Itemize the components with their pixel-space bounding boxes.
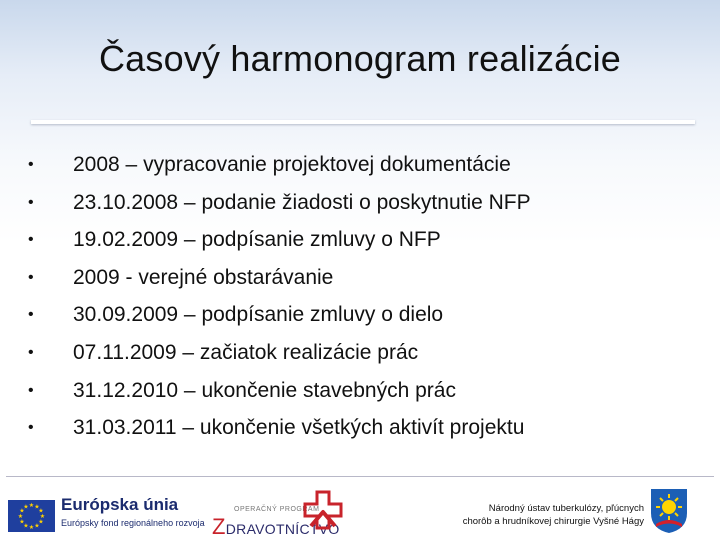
slide-title: Časový harmonogram realizácie	[98, 38, 622, 79]
op-logo-caption: OPERAČNÝ PROGRAM	[234, 506, 320, 513]
eu-logo-title: Európska únia	[61, 495, 179, 514]
milestone-item	[28, 184, 531, 222]
svg-text:★: ★	[17, 513, 24, 520]
bullet-icon: •	[28, 381, 34, 399]
svg-text:★: ★	[23, 503, 29, 511]
eu-logo-subtitle: Európsky fond regionálneho rozvoja	[61, 518, 205, 528]
milestone-text: 2008 – vypracovanie projektovej dokumentácie	[73, 153, 511, 176]
milestone-item	[28, 221, 531, 259]
svg-text:★: ★	[28, 502, 35, 509]
milestone-text: 31.03.2011 – ukončenie všetkých aktivít projektu	[73, 416, 525, 440]
svg-text:★: ★	[34, 503, 40, 511]
svg-text:★: ★	[34, 522, 40, 530]
institution-name	[420, 503, 644, 528]
svg-text:★: ★	[23, 522, 29, 530]
milestone-item	[28, 334, 531, 372]
bullet-icon: •	[28, 419, 34, 437]
svg-text:★: ★	[28, 524, 35, 531]
milestone-text: 31.12.2010 – ukončenie stavebných prác	[73, 378, 456, 402]
milestone-text: 19.02.2009 – podpísanie zmluvy o NFP	[73, 228, 441, 252]
institution-line: chorôb a hrudníkovej chirurgie Vyšné Hágy	[462, 515, 644, 527]
bullet-icon: •	[28, 193, 34, 211]
bullet-icon: •	[28, 268, 34, 286]
footer-divider	[6, 476, 714, 477]
title-divider	[31, 120, 695, 124]
eu-flag-icon	[8, 500, 55, 532]
milestone-item	[28, 372, 531, 410]
bullet-icon: •	[28, 343, 34, 361]
milestone-text: 2009 - verejné obstarávanie	[73, 265, 334, 289]
institution-crest-icon	[648, 486, 690, 539]
milestone-item	[28, 259, 531, 297]
svg-text:★: ★	[39, 513, 46, 520]
milestone-item	[28, 409, 531, 447]
milestone-text: 23.10.2008 – podanie žiadosti o poskytnutie NFP	[73, 190, 531, 214]
milestone-text: 07.11.2009 – začiatok realizácie prác	[73, 340, 419, 364]
milestone-item	[28, 296, 531, 334]
health-cross-icon	[303, 490, 343, 539]
bullet-icon: •	[28, 156, 34, 173]
svg-text:★: ★	[38, 507, 44, 515]
svg-text:★: ★	[19, 507, 25, 515]
milestone-list	[28, 146, 531, 447]
milestone-item	[28, 146, 531, 184]
bullet-icon: •	[28, 306, 34, 324]
milestone-text: 30.09.2009 – podpísanie zmluvy o dielo	[73, 303, 444, 327]
svg-text:★: ★	[38, 518, 44, 526]
op-logo-rest: DRAVOTNÍCTVO	[225, 521, 340, 537]
institution-line: Národný ústav tuberkulózy, pľúcnych	[488, 503, 644, 514]
svg-text:★: ★	[19, 518, 25, 526]
bullet-icon: •	[28, 231, 34, 249]
op-logo-initial: Z	[212, 514, 226, 539]
